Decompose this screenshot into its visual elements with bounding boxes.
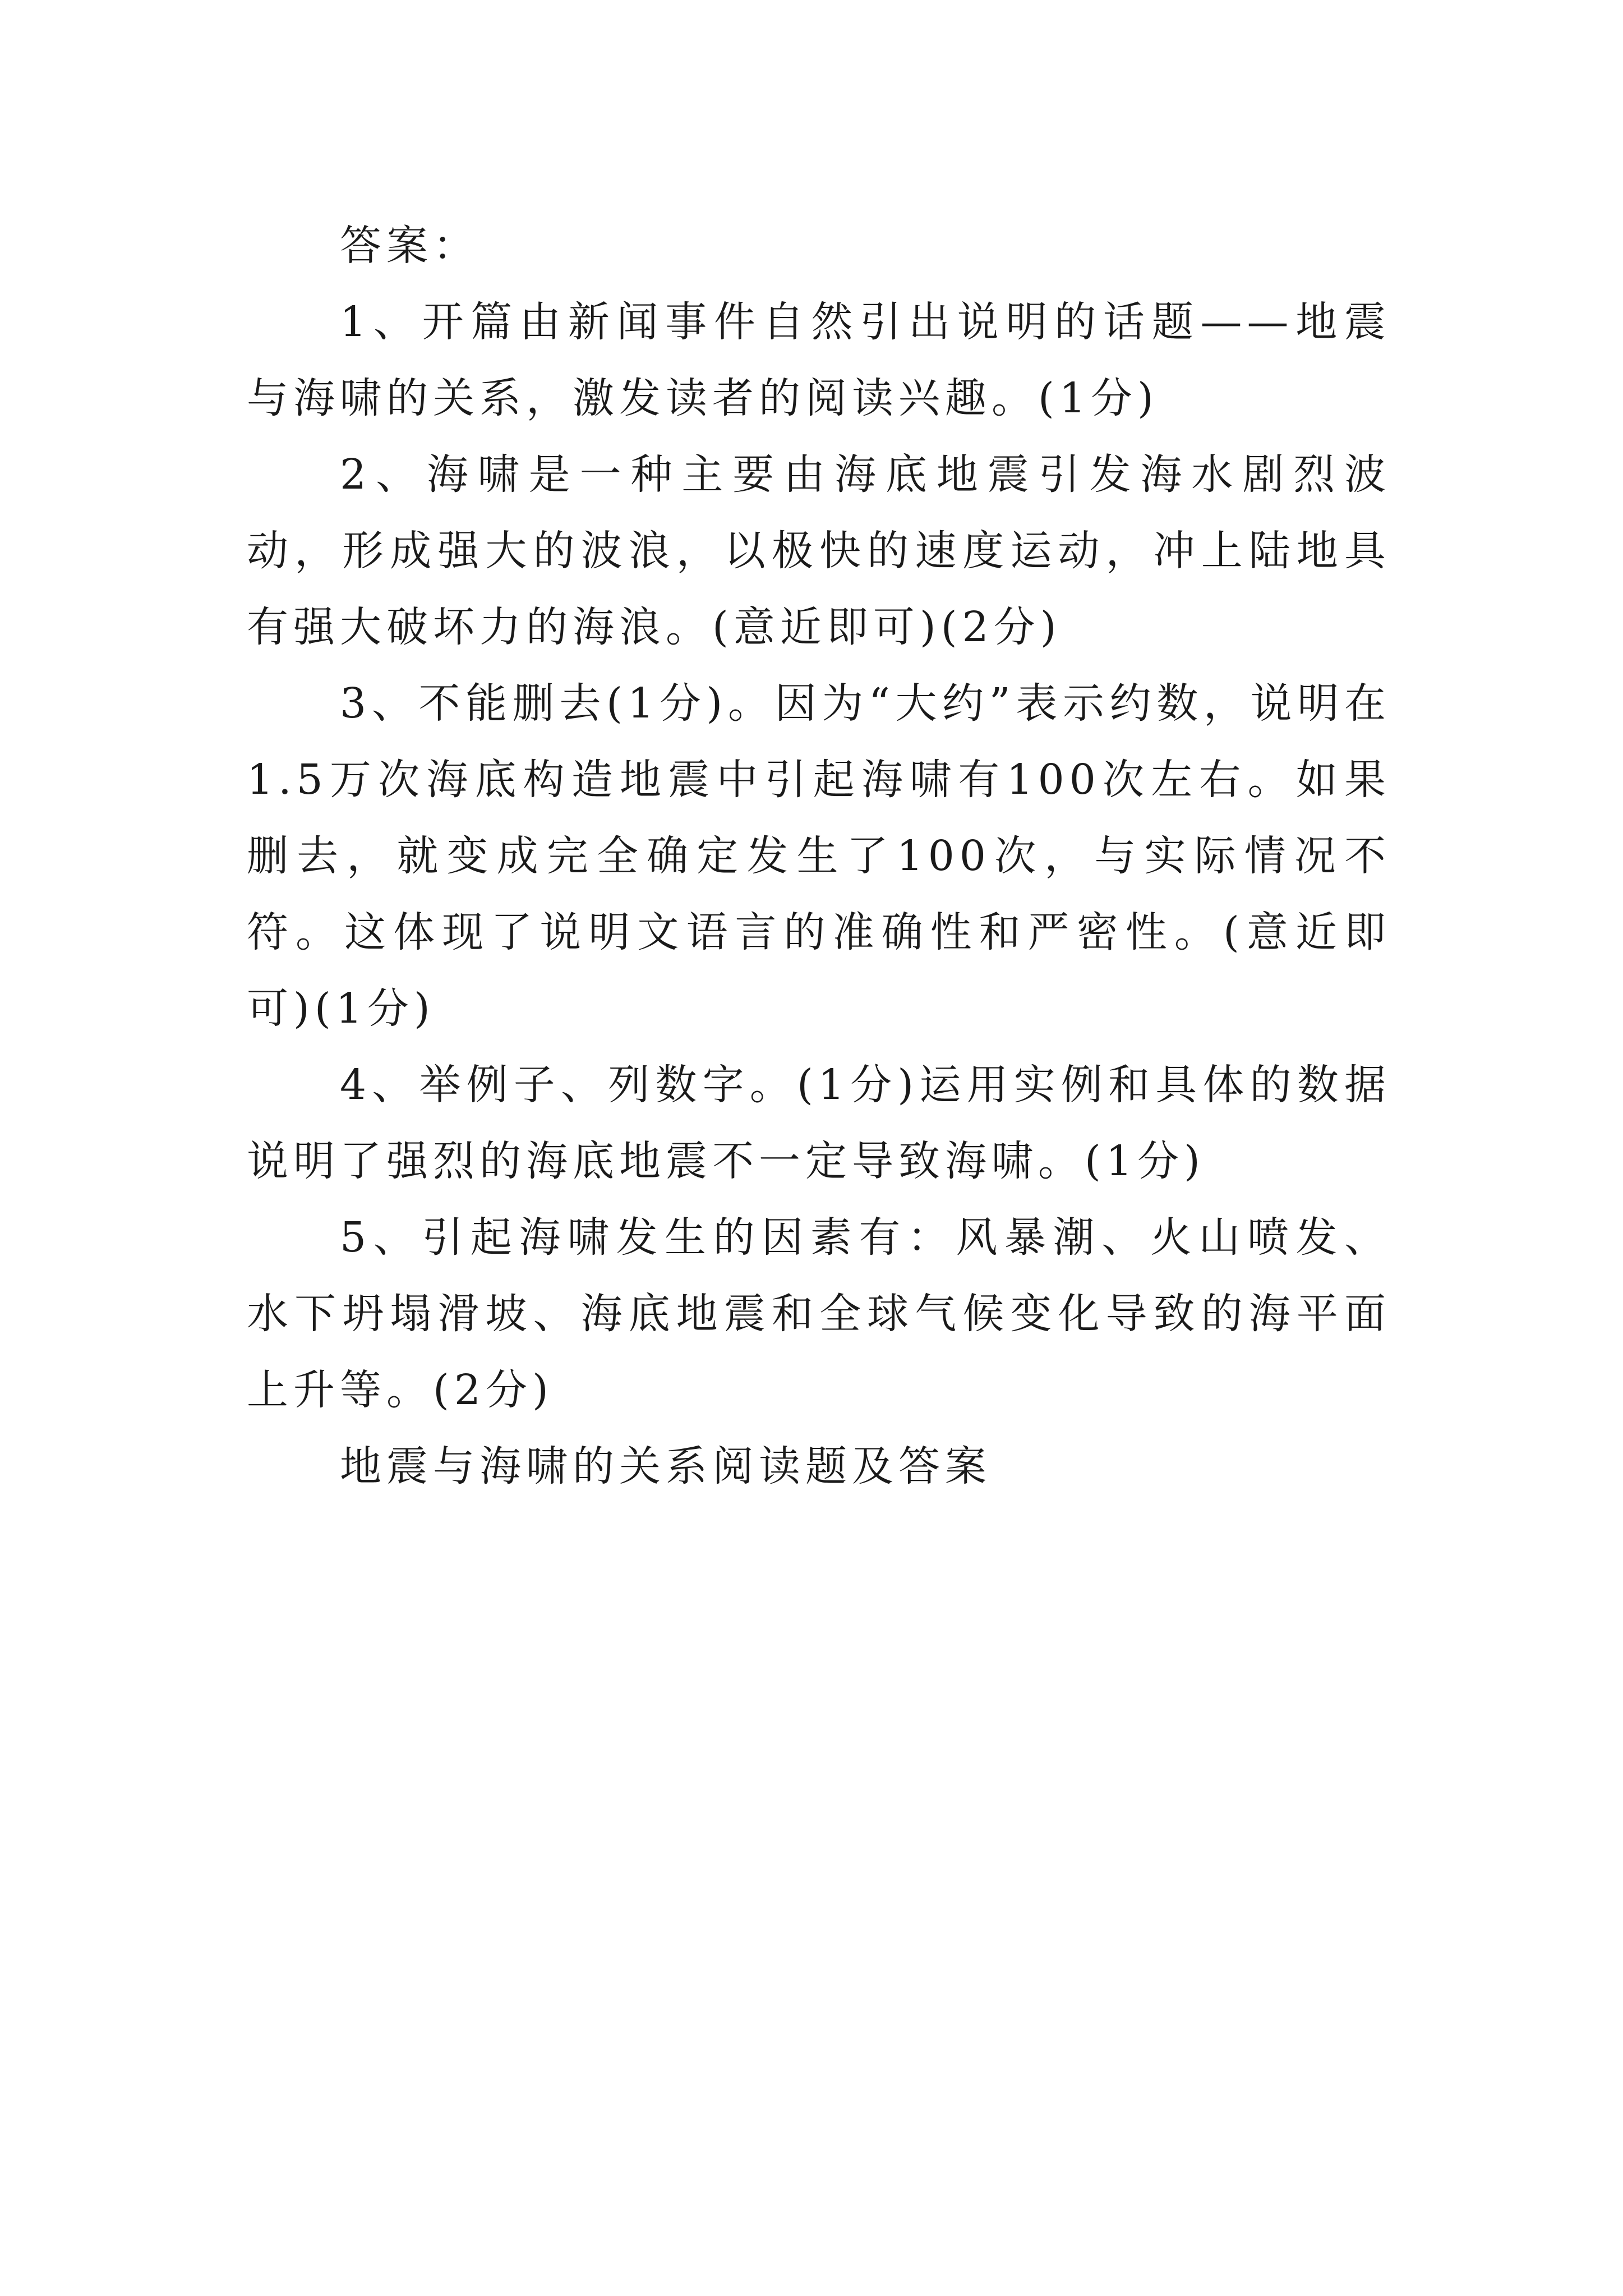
answer-heading: 答案： <box>340 222 479 270</box>
answer-item-4: 4、举例子、列数字。(1分)运用实例和具体的数据说明了强烈的海底地震不一定导致海啸。(1分) <box>247 1061 1391 1185</box>
answer-item-3: 3、不能删去(1分)。因为“大约”表示约数，说明在1.5万次海底构造地震中引起海啸有100次左右。如果删去，就变成完全确定发生了100次，与实际情况不符。这体现了说明文语言的准确性和严密性。(意近即可)(1分) <box>247 679 1391 1033</box>
document-body <box>247 208 1391 1504</box>
answer-item-2: 2、海啸是一种主要由海底地震引发海水剧烈波动，形成强大的波浪，以极快的速度运动，冲上陆地具有强大破坏力的海浪。(意近即可)(2分) <box>247 450 1391 651</box>
document-title: 地震与海啸的关系阅读题及答案 <box>340 1442 992 1490</box>
answer-item-5: 5、引起海啸发生的因素有：风暴潮、火山喷发、水下坍塌滑坡、海底地震和全球气候变化导致的海平面上升等。(2分) <box>247 1213 1391 1414</box>
answer-item-1: 1、开篇由新闻事件自然引出说明的话题——地震与海啸的关系，激发读者的阅读兴趣。(1分) <box>247 298 1391 422</box>
